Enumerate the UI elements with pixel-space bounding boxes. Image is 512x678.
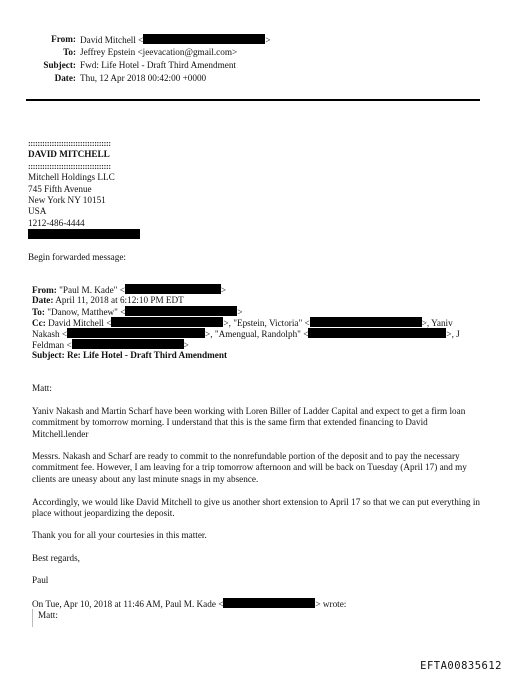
redaction-bar: [28, 229, 140, 239]
redaction-bar: [111, 317, 223, 327]
date-value: Thu, 12 Apr 2018 00:42:00 +0000: [80, 73, 207, 83]
subject-label: Subject:: [43, 60, 76, 70]
redaction-bar: [223, 598, 315, 608]
from-value: David Mitchell < >: [80, 35, 271, 45]
to-label: To:: [63, 47, 76, 57]
fwd-to-row: To: "Danow, Matthew" < >: [32, 307, 243, 317]
date-label: Date:: [54, 73, 76, 83]
signature-address2: New York NY 10151: [28, 195, 106, 206]
signature-block: [28, 138, 140, 242]
forward-intro: Begin forwarded message:: [28, 252, 126, 262]
body-paragraph: Thank you for all your courtesies in this matter.: [32, 530, 207, 540]
signature-redacted: [28, 229, 140, 241]
signature-country: USA: [28, 206, 47, 217]
body-paragraph: Accordingly, we would like David Mitchell to give us another short extension to April 17 so that we can put everything in place without jeopardizing the deposit.: [32, 497, 480, 519]
redaction-bar: [72, 339, 184, 349]
body-sign: Paul: [32, 575, 49, 585]
header-subject-row: [0, 60, 400, 72]
body-greeting: Matt:: [32, 383, 52, 393]
redaction-bar: [143, 34, 265, 44]
document-id: EFTA00835612: [420, 659, 502, 672]
header-divider: [26, 99, 480, 101]
fwd-cc-row-3: Feldman < >: [32, 340, 189, 350]
fwd-date-row: Date: April 11, 2018 at 6:12:10 PM EDT: [32, 295, 184, 305]
from-label: From:: [51, 34, 76, 44]
redaction-bar: [67, 328, 205, 338]
redaction-bar: [125, 306, 237, 316]
signature-colons: :::::::::::::::::::::::::::::::::::: [28, 161, 111, 171]
header-from-row: [0, 34, 400, 46]
fwd-from-row: From: "Paul M. Kade" < >: [32, 285, 227, 295]
signature-phone: 1212-486-4444: [28, 217, 85, 228]
signature-name: DAVID MITCHELL: [28, 149, 110, 160]
header-to-row: [0, 47, 400, 59]
fwd-subject-row: Subject: Re: Life Hotel - Draft Third Amendment: [32, 350, 228, 360]
to-value: Jeffrey Epstein <jeevacation@gmail.com>: [80, 47, 238, 57]
quote-bar: [32, 609, 33, 627]
body-paragraph: Yaniv Nakash and Martin Scharf have been working with Loren Biller of Ladder Capital and expect to get a firm loan commitment by tomorrow morning. I understand that this is the same firm that extended financing to David Mitchell.lender: [32, 406, 466, 439]
fwd-cc-row-2: Nakash < >, "Amengual, Randolph" < >, J: [32, 329, 460, 339]
signature-company: Mitchell Holdings LLC: [28, 172, 115, 183]
body-closing: Best regards,: [32, 553, 80, 563]
fwd-cc-row-1: Cc: David Mitchell < >, "Epstein, Victoria" < >, Yaniv: [32, 318, 453, 328]
signature-colons: :::::::::::::::::::::::::::::::::::: [28, 139, 111, 148]
signature-address1: 745 Fifth Avenue: [28, 183, 92, 194]
quote-greeting: Matt:: [38, 610, 58, 620]
quote-intro: On Tue, Apr 10, 2018 at 11:46 AM, Paul M. Kade < > wrote:: [32, 599, 347, 609]
redaction-bar: [310, 317, 422, 327]
subject-value: Fwd: Life Hotel - Draft Third Amendment: [80, 60, 236, 70]
redaction-bar: [125, 284, 221, 294]
header-date-row: [0, 73, 400, 85]
body-paragraph: Messrs. Nakash and Scharf are ready to commit to the nonrefundable portion of the deposit and to pay the necessary commitment fee. However, I am leaving for a trip tomorrow afternoon and will be back on Tuesday (April 17) and my clients are uneasy about any last minute snags in my absence.: [32, 451, 467, 484]
redaction-bar: [308, 328, 446, 338]
